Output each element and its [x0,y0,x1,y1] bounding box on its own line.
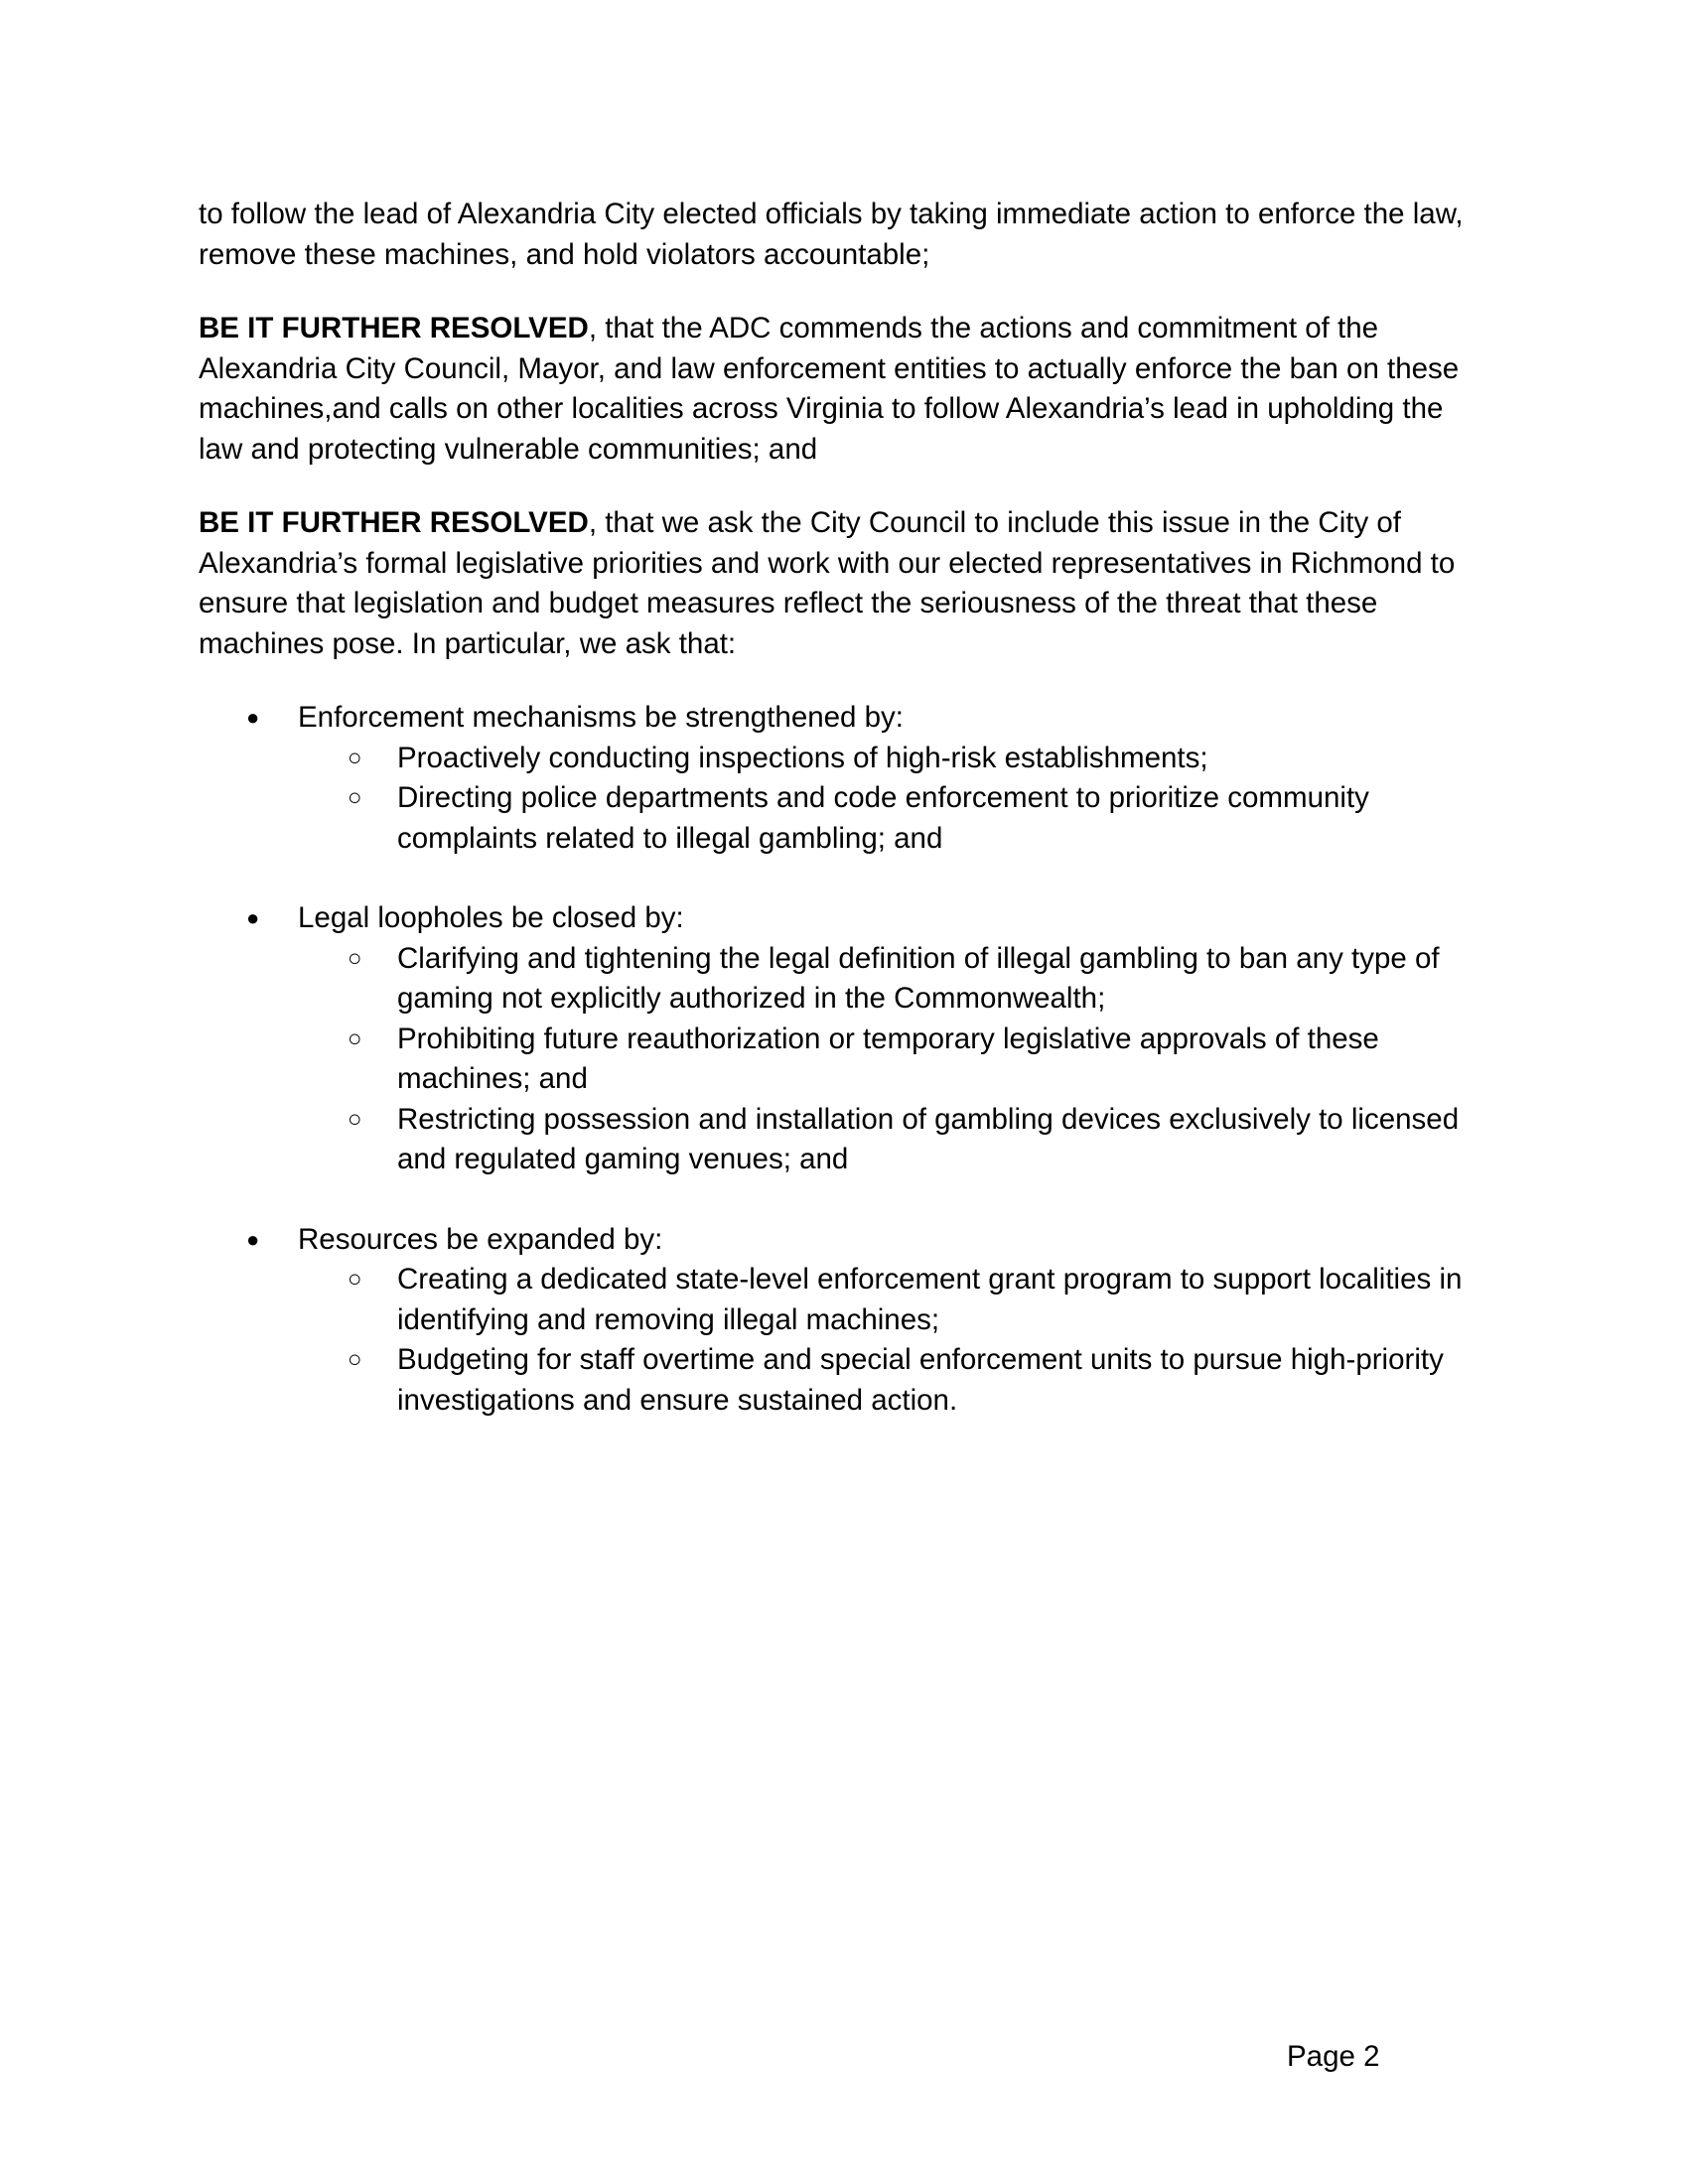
resolution-heading: BE IT FURTHER RESOLVED [199,506,589,539]
sub-list [298,939,1489,1180]
list-item [199,898,1489,1180]
paragraph-continuation: to follow the lead of Alexandria City elected officials by taking immediate action to enforce the law, remove these machines, and hold violators accountable; [199,198,1464,271]
sub-list-item [298,939,1489,1020]
list-item [199,1220,1489,1422]
resolution-heading: BE IT FURTHER RESOLVED [199,312,589,344]
hollow-bullet-icon: ○ [348,1346,362,1373]
hollow-bullet-icon: ○ [348,1024,362,1052]
document-body [199,195,1489,1460]
sub-list-item [298,739,1489,779]
hollow-bullet-icon: ○ [348,1105,362,1133]
page-number: Page 2 [1287,2040,1380,2073]
resolution-paragraph-priorities [199,503,1489,664]
hollow-bullet-icon: ○ [348,744,362,771]
sub-list-item-text: Restricting possession and installation of gambling devices exclusively to licensed and regulated gaming venues; and [397,1102,1460,1175]
sub-list-item-text: Budgeting for staff overtime and special enforcement units to pursue high-priority investigations and ensure sustained action. [397,1343,1444,1417]
hollow-bullet-icon: ○ [348,944,362,972]
sub-list-item [298,1100,1489,1180]
sub-list-item-text: Clarifying and tightening the legal definition of illegal gambling to ban any type of gaming not explicitly authorized in the Commonwealth; [397,941,1440,1015]
hollow-bullet-icon: ○ [348,1266,362,1293]
bullet-icon: ● [246,705,260,730]
sub-list [298,1260,1489,1421]
sub-list-item-text: Creating a dedicated state-level enforcement grant program to support localities in identifying and removing illegal machines; [397,1263,1463,1336]
sub-list-item-text: Prohibiting future reauthorization or temporary legislative approvals of these machines; and [397,1022,1379,1095]
sub-list-item-text: Directing police departments and code enforcement to prioritize community complaints related to illegal gambling; and [397,781,1369,855]
request-list [199,698,1489,1421]
sub-list-item [298,1260,1489,1340]
list-item-label: Legal loopholes be closed by: [298,901,684,934]
sub-list-item-text: Proactively conducting inspections of high-risk establishments; [397,741,1208,774]
resolution-paragraph-commends [199,309,1489,470]
sub-list-item [298,1020,1489,1100]
hollow-bullet-icon: ○ [348,784,362,811]
list-item-label: Resources be expanded by: [298,1222,663,1256]
sub-list-item [298,778,1489,859]
list-item [199,698,1489,859]
bullet-icon: ● [246,905,260,930]
resolution-text: , that the ADC commends the actions and commitment of the Alexandria City Council, Mayor, and law enforcement entities to actually enforce the ban on these machines,and calls on other localities across Virginia to follow Alexandria’s lead in upholding the law and protecting vulnerable communities; and [199,312,1460,466]
list-item-label: Enforcement mechanisms be strengthened by: [298,701,904,734]
sub-list [298,739,1489,860]
resolution-text: , that we ask the City Council to include this issue in the City of Alexandria’s formal legislative priorities and work with our elected representatives in Richmond to ensure that legislation and budget measures reflect the seriousness of the threat that these machines pose. In particular, we ask that: [199,506,1456,660]
sub-list-item [298,1340,1489,1421]
bullet-icon: ● [246,1226,260,1252]
